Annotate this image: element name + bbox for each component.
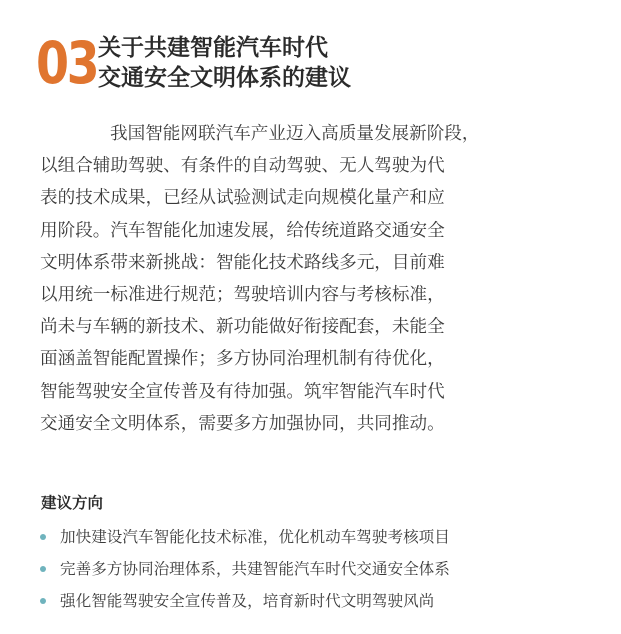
body-line: 用阶段。汽车智能化加速发展，给传统道路交通安全 [40,220,445,241]
bullet-icon [40,598,46,604]
list-item-text: 强化智能驾驶安全宣传普及，培育新时代文明驾驶风尚 [60,592,435,610]
section-title-line-2: 交通安全文明体系的建议 [98,65,351,91]
body-line: 文明体系带来新挑战：智能化技术路线多元，目前难 [40,252,445,273]
bullet-icon [40,566,46,572]
section-title [98,33,351,93]
suggestions-list [38,524,450,620]
body-paragraph [40,118,575,440]
body-line: 以组合辅助驾驶、有条件的自动驾驶、无人驾驶为代 [40,156,445,177]
section-number: 03 [36,29,98,97]
body-line: 表的技术成果，已经从试验测试走向规模化量产和应 [40,188,445,209]
body-line: 智能驾驶安全宣传普及有待加强。筑牢智能汽车时代 [40,381,445,402]
body-line: 交通安全文明体系，需要多方加强协同，共同推动。 [40,413,445,434]
body-line: 以用统一标准进行规范；驾驶培训内容与考核标准， [40,285,445,306]
bullet-icon [40,534,46,540]
body-line: 面涵盖智能配置操作；多方协同治理机制有待优化， [40,349,445,370]
body-line: 尚未与车辆的新技术、新功能做好衔接配套，未能全 [40,317,445,338]
list-item-text: 加快建设汽车智能化技术标准，优化机动车驾驶考核项目 [60,528,450,546]
list-item [38,556,450,588]
suggestions-heading: 建议方向 [41,494,104,512]
list-item [38,588,450,620]
list-item-text: 完善多方协同治理体系，共建智能汽车时代交通安全体系 [60,560,450,578]
list-item [38,524,450,556]
body-line: 我国智能网联汽车产业迈入高质量发展新阶段， [110,124,480,144]
section-title-line-1: 关于共建智能汽车时代 [98,35,328,61]
